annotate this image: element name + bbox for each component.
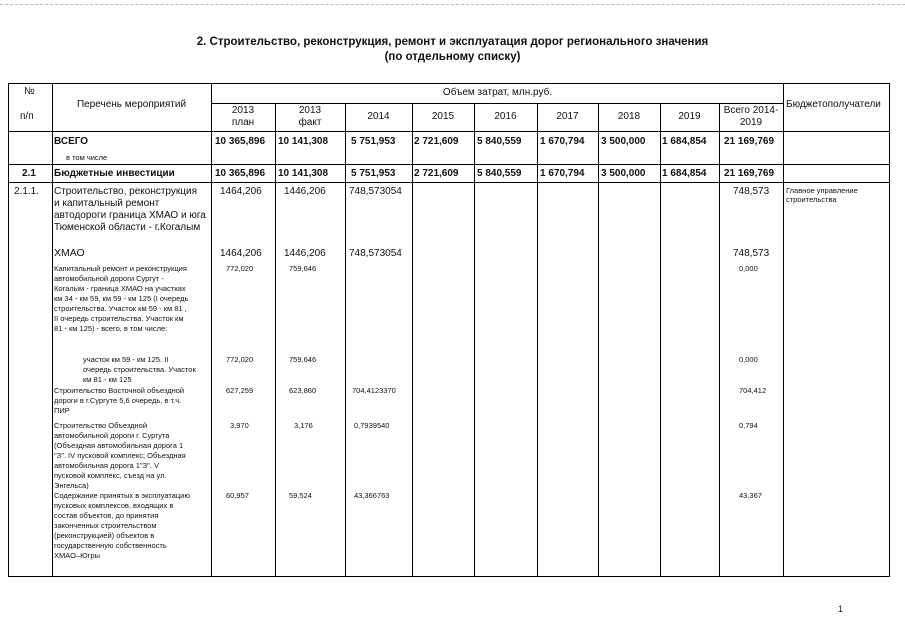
page-title <box>0 35 905 65</box>
budget-table <box>8 83 890 577</box>
total-2016: 5 840,559 <box>477 136 522 147</box>
header-number-sub: п/п <box>20 111 34 122</box>
sub3-label-3: ПИР <box>54 406 70 415</box>
sub1-label-4: км 34 - км 59, км 59 - км 125 (I очередь <box>54 294 189 303</box>
column-divider <box>783 83 784 577</box>
invest-2016: 5 840,559 <box>477 168 522 179</box>
hmao-2014: 748,573054 <box>349 248 402 259</box>
sub5-2013-plan: 60,957 <box>226 491 249 500</box>
header-total-line-2: 2019 <box>739 117 763 128</box>
item-2-1-1-2014: 748,573054 <box>349 186 402 197</box>
row-divider <box>8 182 890 183</box>
sub1-label-5: строительства. Участок км 59 - км 81 , <box>54 304 187 313</box>
sub3-2014: 704,4123370 <box>352 386 396 395</box>
sub1-label-7: 81 - км 125) - всего, в том числе: <box>54 324 168 333</box>
sub4-2014: 0,7939540 <box>354 421 390 430</box>
sub4-label-1: Строительство Объездной <box>54 421 148 430</box>
sub2-label-2: очередь строительства. Участок <box>83 365 196 374</box>
sub1-total: 0,000 <box>739 264 758 273</box>
sub4-2013-fact: 3,176 <box>294 421 313 430</box>
sub3-2013-plan: 627,259 <box>226 386 254 395</box>
column-divider <box>412 103 413 577</box>
hmao-2013-plan: 1464,206 <box>220 248 262 259</box>
column-divider <box>660 103 661 577</box>
column-divider <box>474 103 475 577</box>
total-row-label: ВСЕГО <box>54 136 89 147</box>
sub1-label-3: Когалым - граница ХМАО на участках <box>54 284 186 293</box>
column-divider <box>275 103 276 577</box>
sub5-label-1: Содержание принятых в эксплуатацию <box>54 491 190 500</box>
total-2017: 1 670,794 <box>540 136 585 147</box>
total-row-sublabel: в том числе <box>66 153 108 162</box>
invest-2017: 1 670,794 <box>540 168 585 179</box>
header-costs: Объем затрат, млн.руб. <box>442 87 553 98</box>
column-divider <box>52 83 53 577</box>
header-2017: 2017 <box>556 111 579 122</box>
row-divider <box>8 131 890 132</box>
header-total-line-1: Всего 2014- <box>723 105 779 116</box>
item-2-1-1-recipient-2: строительства <box>786 195 837 204</box>
header-activities: Перечень мероприятий <box>76 99 187 110</box>
sub5-label-3: состав объектов, до принятия <box>54 511 159 520</box>
column-divider <box>537 103 538 577</box>
page-number: 1 <box>838 604 844 614</box>
sub4-label-3: (Объездная автомобильная дорога 1 <box>54 441 184 450</box>
table-border-top <box>8 83 890 84</box>
header-2015: 2015 <box>431 111 455 122</box>
top-dashed-line <box>0 4 905 5</box>
total-2013-plan: 10 365,896 <box>215 136 266 147</box>
invest-2013-fact: 10 141,308 <box>278 168 329 179</box>
sub5-2014: 43,366763 <box>354 491 390 500</box>
sub5-label-7: ХМАО–Югры <box>54 551 100 560</box>
row-divider <box>211 103 784 104</box>
sub3-label-2: дороги в г.Сургуте 5,6 очередь, в т.ч. <box>54 396 182 405</box>
invest-total: 21 169,769 <box>724 168 775 179</box>
header-2013-plan-label: план <box>231 117 255 128</box>
hmao-2013-fact: 1446,206 <box>284 248 326 259</box>
sub2-2013-fact: 759,646 <box>289 355 317 364</box>
item-2-1-1-recipient-1: Главное управление <box>786 186 858 195</box>
sub1-label-1: Капитальный ремонт и реконструкция <box>54 264 187 273</box>
invest-row-number: 2.1 <box>22 168 36 179</box>
header-2016: 2016 <box>494 111 517 122</box>
sub4-label-6: пусковой комплекс, съезд на ул. <box>54 471 167 480</box>
total-2015: 2 721,609 <box>414 136 459 147</box>
header-recipients: Бюджетополучатели <box>786 99 881 110</box>
sub2-2013-plan: 772,020 <box>226 355 254 364</box>
table-border-right <box>889 83 890 577</box>
invest-2018: 3 500,000 <box>601 168 646 179</box>
invest-row-label: Бюджетные инвестиции <box>54 168 175 179</box>
sub4-label-4: "З". IV пусковой комплекс; Объездная <box>54 451 186 460</box>
item-2-1-1-label-4: Тюменской области - г.Когалым <box>54 222 201 233</box>
sub4-label-5: автомобильная дорога 1"З". V <box>54 461 159 470</box>
sub5-label-4: законченных строительством <box>54 521 157 530</box>
table-border-left <box>8 83 9 577</box>
header-2013-fact-label: факт <box>298 117 322 128</box>
sub1-label-2: автомобильной дороги Сургут - <box>54 274 164 283</box>
item-2-1-1-2013-fact: 1446,206 <box>284 186 326 197</box>
sub2-total: 0,000 <box>739 355 758 364</box>
sub5-total: 43,367 <box>739 491 762 500</box>
total-2019: 1 684,854 <box>662 136 707 147</box>
header-2014: 2014 <box>367 111 390 122</box>
sub3-total: 704,412 <box>739 386 767 395</box>
title-line-1: 2. Строительство, реконструкция, ремонт и эксплуатация дорог регионального значения <box>196 36 709 48</box>
invest-2013-plan: 10 365,896 <box>215 168 266 179</box>
sub5-label-5: (реконструкцией) объектов в <box>54 531 155 540</box>
sub3-2013-fact: 623,860 <box>289 386 317 395</box>
sub5-2013-fact: 59,524 <box>289 491 312 500</box>
total-2013-fact: 10 141,308 <box>278 136 329 147</box>
sub2-label-3: км 81 - км 125 <box>83 375 132 384</box>
column-divider <box>211 83 212 577</box>
hmao-total: 748,573 <box>733 248 770 259</box>
item-2-1-1-2013-plan: 1464,206 <box>220 186 262 197</box>
sub1-label-6: II очередь строительства. Участок км <box>54 314 184 323</box>
sub4-2013-plan: 3,970 <box>230 421 249 430</box>
sub3-label-1: Строительство Восточной объездной <box>54 386 185 395</box>
total-2014: 5 751,953 <box>351 136 396 147</box>
hmao-label: ХМАО <box>54 247 85 259</box>
sub1-2013-plan: 772,020 <box>226 264 254 273</box>
header-2013-fact-year: 2013 <box>298 105 322 116</box>
header-2019: 2019 <box>678 111 701 122</box>
item-2-1-1-label-1: Строительство, реконструкция <box>54 186 197 197</box>
title-line-2: (по отдельному списку) <box>384 51 521 63</box>
sub4-label-2: автомобильной дороги г. Сургута <box>54 431 170 440</box>
column-divider <box>719 103 720 577</box>
row-divider <box>8 164 890 165</box>
sub5-label-6: государственную собственность <box>54 541 167 550</box>
invest-2015: 2 721,609 <box>414 168 459 179</box>
total-all: 21 169,769 <box>724 136 775 147</box>
item-2-1-1-number: 2.1.1. <box>14 186 40 197</box>
item-2-1-1-label-2: и капитальный ремонт <box>54 198 160 209</box>
item-2-1-1-total: 748,573 <box>733 186 770 197</box>
sub4-label-7: Энгельса) <box>54 481 89 490</box>
total-2018: 3 500,000 <box>601 136 646 147</box>
table-border-bottom <box>8 576 890 577</box>
item-2-1-1-label-3: автодороги граница ХМАО и юга <box>54 210 206 221</box>
header-2018: 2018 <box>617 111 641 122</box>
sub2-label-1: участок км 59 - км 125. II <box>83 355 169 364</box>
sub5-label-2: пусковых комплексов, входящих в <box>54 501 174 510</box>
sub1-2013-fact: 759,646 <box>289 264 317 273</box>
header-2013-plan-year: 2013 <box>231 105 255 116</box>
column-divider <box>598 103 599 577</box>
column-divider <box>345 103 346 577</box>
invest-2019: 1 684,854 <box>662 168 707 179</box>
header-number: № <box>24 86 35 97</box>
invest-2014: 5 751,953 <box>351 168 396 179</box>
sub4-total: 0,794 <box>739 421 758 430</box>
